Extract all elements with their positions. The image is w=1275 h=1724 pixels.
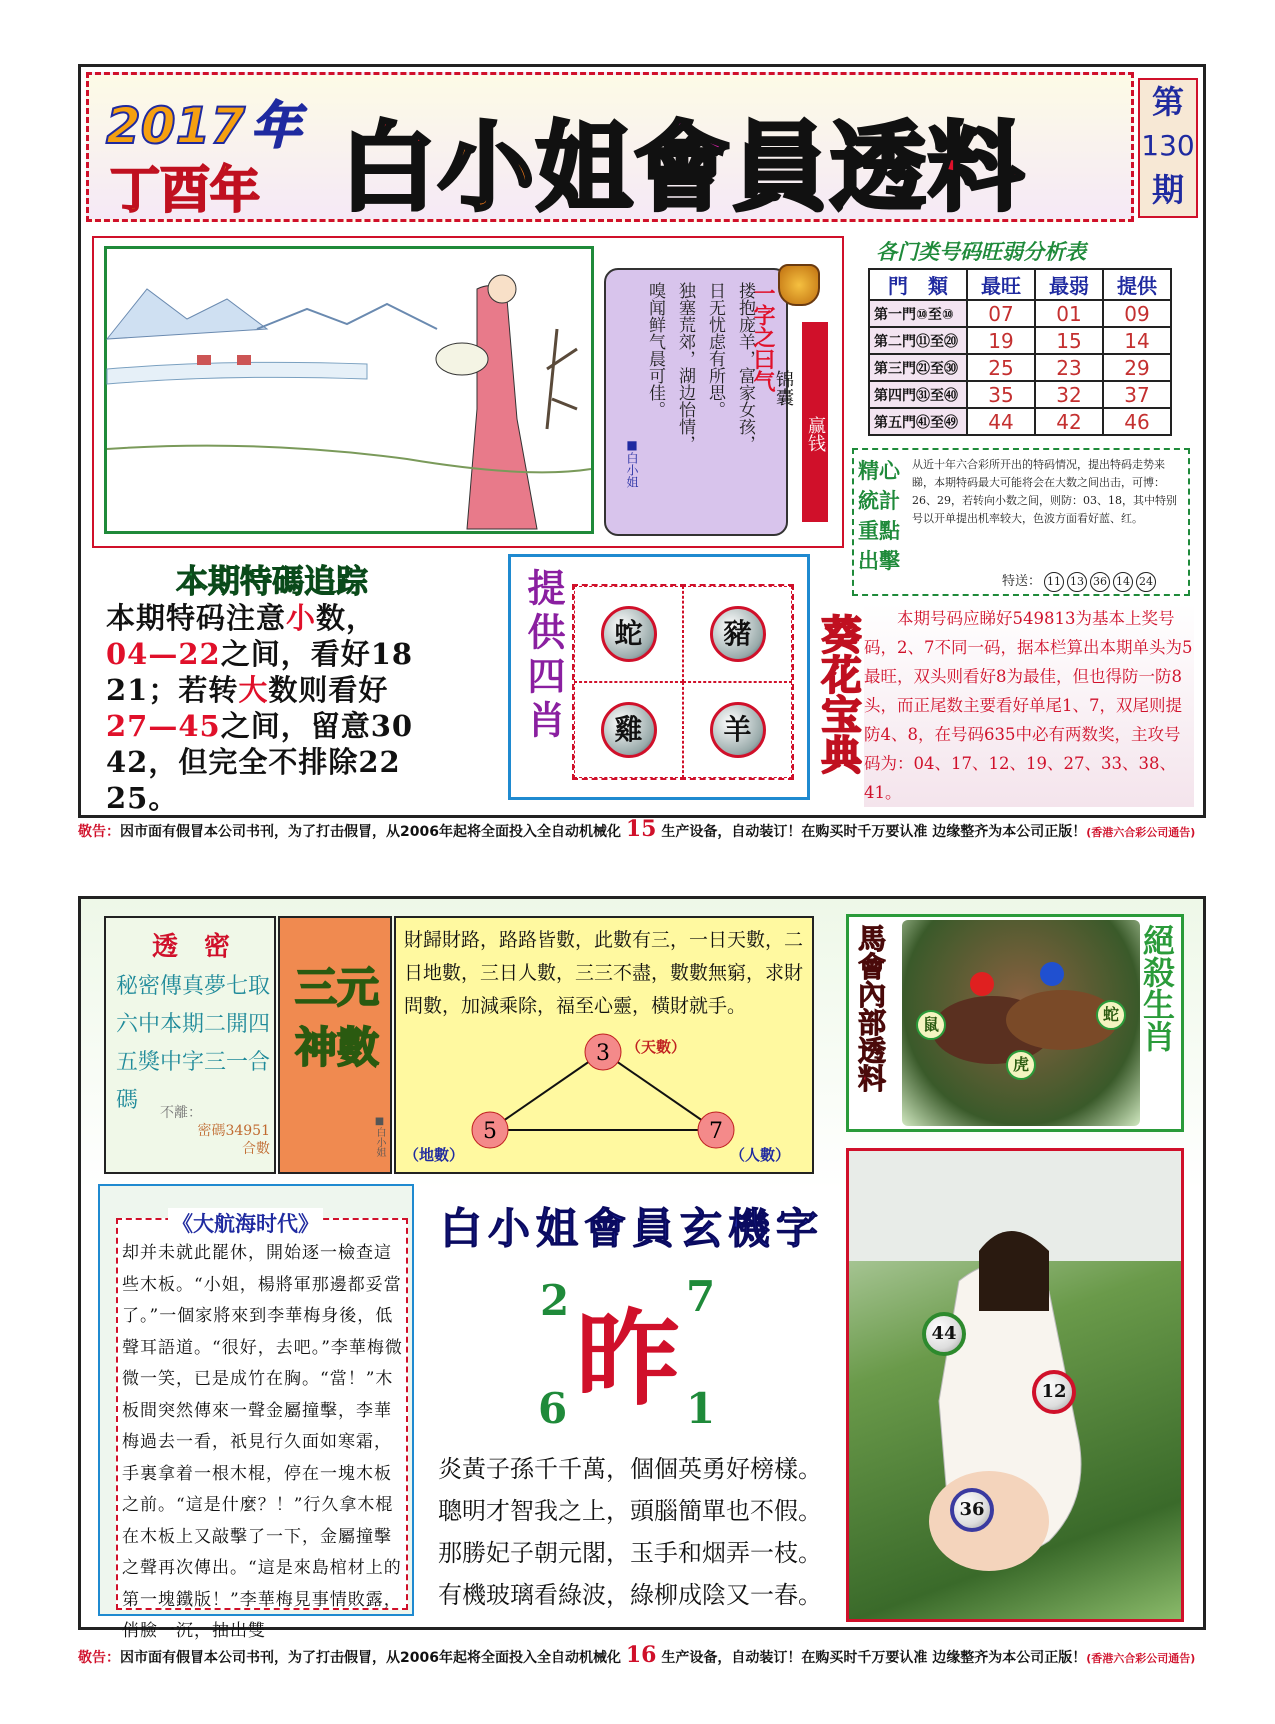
tracker-title: 本期特碼追踪 (176, 562, 369, 600)
header-year: 2017 年 (106, 97, 302, 155)
issue-number: 130 (1141, 129, 1195, 162)
number-ball: 44 (922, 1312, 966, 1356)
tracker-line (106, 780, 506, 816)
special-number: 14 (1113, 572, 1133, 592)
tracker-seg: 之间，留意30 (220, 709, 414, 743)
zodiac-ball: 豬 (710, 606, 766, 662)
horse-tag: 蛇 (1096, 1000, 1126, 1030)
odds-max: 44 (967, 408, 1035, 435)
odds-give: 14 (1103, 327, 1171, 354)
secret-note (160, 1104, 270, 1158)
money-bag-icon (778, 264, 820, 306)
odds-give: 29 (1103, 354, 1171, 381)
model-image (849, 1151, 1181, 1619)
tracker-text (106, 600, 506, 816)
warning-text-a-bottom: 因市面有假冒本公司书刊，为了打击假冒，从2006年起将全面投入全自动机械化 (120, 1650, 621, 1666)
odds-header: 提供 (1103, 269, 1171, 300)
title-char: 姐 (536, 112, 632, 224)
zodiac-cell (574, 586, 683, 682)
novel-title: 《大航海时代》 (168, 1208, 323, 1238)
special-number: 13 (1067, 572, 1087, 592)
horse-left-label: 馬會內部透料 (854, 924, 887, 1092)
zodiac-cell (683, 586, 792, 682)
special-number: 11 (1044, 572, 1064, 592)
warning-suffix-bottom: (香港六合彩公司通告) (1086, 1652, 1196, 1665)
warning-prefix: 敬告： (78, 824, 120, 840)
zodiac-label: 提供四肖 (521, 568, 565, 744)
heaven-label: （天數） (626, 1038, 687, 1056)
novel-text: 却并未就此罷休，開始逐一檢查這些木板。“小姐，楊將軍那邊都妥當了。”一個家將來到李華梅身後，低聲耳語道。“很好，去吧。”李華梅微微一笑，已是成竹在胸。“當！”木板間突然傳來一聲金屬撞擊，李華梅過去一看，祇見行久面如寒霜，手裏拿着一根木棍，停在一塊木板之前。“這是什麼？！”行久拿木棍在木板上又敲擊了一下，金屬撞擊之聲再次傳出。“這是來島棺材上的第一塊鐵版！”李華梅見事情敗露，俏臉一沉，抽出雙 (122, 1243, 403, 1641)
warning-suffix: (香港六合彩公司通告) (1086, 826, 1196, 839)
table-row (869, 327, 1171, 354)
odds-row-label: 第五門㊶至㊾ (869, 408, 967, 435)
secret-line: 五獎中字三一合 (116, 1050, 271, 1075)
poem-line: 日无忧虑有所思。 (705, 282, 725, 418)
zodiac-cell (574, 682, 683, 778)
sunflower-label: 葵花宝典 (815, 614, 861, 774)
xuanji-poem (438, 1448, 838, 1616)
xuanji-poem-line: 炎黃子孫千千萬，個個英勇好榜樣。 (438, 1455, 822, 1483)
special-label: 特送： (1002, 574, 1042, 589)
tracker-seg: 21；若转 (106, 673, 239, 707)
earth-label: （地數） (404, 1146, 465, 1164)
node-earth-value: 5 (483, 1119, 497, 1144)
sanyuan-triangle (398, 1030, 810, 1170)
odds-row-label: 第四門㉛至㊵ (869, 381, 967, 408)
zodiac-ball: 蛇 (601, 606, 657, 662)
special-number: 24 (1136, 572, 1156, 592)
human-label: （人數） (730, 1146, 791, 1164)
issue-top: 第 (1151, 83, 1184, 121)
xuanji-poem-line: 有機玻璃看綠波，綠柳成陰又一春。 (438, 1581, 822, 1609)
odds-min: 23 (1035, 354, 1103, 381)
secret-note-2: 密碼34951 (197, 1123, 270, 1139)
horse-tag: 鼠 (916, 1010, 946, 1040)
title-char: 會 (634, 112, 730, 224)
odds-header: 門 類 (869, 269, 967, 300)
secret-line: 碼 (116, 1088, 139, 1113)
number-ball: 36 (950, 1488, 994, 1532)
xuanji-poem-line: 那勝妃子朝元閣，玉手和烟弄一枝。 (438, 1539, 822, 1567)
header-title (340, 92, 1026, 229)
zodiac-grid (572, 584, 794, 780)
title-char: 透 (830, 112, 926, 224)
odds-table (868, 268, 1172, 436)
tracker-seg: 本期特码注意 (106, 601, 287, 635)
special-number: 36 (1090, 572, 1110, 592)
title-char: 小 (438, 112, 534, 224)
shepherd-girl-illustration (107, 249, 591, 531)
odds-table-title: 各门类号码旺弱分析表 (876, 240, 1086, 264)
warning-text-a: 因市面有假冒本公司书刊，为了打击假冒，从2006年起将全面投入全自动机械化 (120, 824, 621, 840)
sunflower-text: 本期号码应睇好549813为基本上奖号码，2、7不同一码，据本栏算出本期单头为5最旺，双头则看好8为最佳，但也得防一防8头，而正尾数主要看好单尾1、7，双尾则提防4、8，在号码635中必有两数奖，主攻号码为：04、17、12、19、27、33、38、41。 (864, 604, 1194, 807)
odds-max: 07 (967, 300, 1035, 327)
odds-max: 25 (967, 354, 1035, 381)
scroll-banner: 赢钱 (802, 322, 828, 522)
sanyuan-label: 三元神數 (294, 963, 379, 1072)
tracker-seg: 之间，看好18 (220, 637, 414, 671)
odds-min: 01 (1035, 300, 1103, 327)
model-photo (846, 1148, 1184, 1622)
triangle-edge-left (490, 1052, 603, 1130)
odds-max: 19 (967, 327, 1035, 354)
analysis-side-label: 精心統計重點出擊 (858, 458, 900, 573)
odds-give: 46 (1103, 408, 1171, 435)
odds-header: 最旺 (967, 269, 1035, 300)
special-numbers (1002, 570, 1156, 592)
zodiac-ball: 雞 (601, 702, 657, 758)
page-number-bottom: 16 (625, 1642, 657, 1668)
tracker-seg: 数， (316, 601, 377, 635)
odds-row-label: 第一門⑩至⑩ (869, 300, 967, 327)
sanyuan-text: 財歸財路，路路皆數，此數有三，一日天數，二日地數，三日人數，三三不盡，數數無窮，求財問數，加減乘除，福至心靈，橫財就手。 (404, 929, 804, 1017)
odds-max: 35 (967, 381, 1035, 408)
illustration (104, 246, 594, 534)
warning-text-b-bottom: 生产设备，自动装订！在购买时千万要认准 边缘整齐为本公司正版！ (661, 1650, 1087, 1666)
xuanji-big-char: 昨 (576, 1297, 681, 1420)
title-char: 員 (732, 112, 828, 224)
tracker-seg: 42，但完全不排除22 (106, 745, 401, 779)
odds-header: 最弱 (1035, 269, 1103, 300)
horse-tags (906, 990, 1136, 1110)
table-row (869, 354, 1171, 381)
scroll-signature: ■白小姐 (625, 438, 639, 488)
title-char: 白 (340, 112, 436, 224)
odds-min: 15 (1035, 327, 1103, 354)
xuanji-num-tr: 7 (686, 1272, 716, 1321)
issue-badge (1138, 78, 1198, 218)
warning-text-b: 生产设备，自动装订！在购买时千万要认准 边缘整齐为本公司正版！ (661, 824, 1087, 840)
xuanji-num-bl: 6 (538, 1384, 568, 1433)
node-human-value: 7 (709, 1119, 723, 1144)
secret-title: 透 密 (152, 932, 231, 962)
odds-min: 42 (1035, 408, 1103, 435)
odds-give: 09 (1103, 300, 1171, 327)
sanyuan-signature: ■白小姐 (374, 1116, 385, 1157)
xuanji-num-br: 1 (686, 1384, 716, 1433)
zodiac-cell (683, 682, 792, 778)
secret-text (116, 968, 276, 1120)
table-row (869, 381, 1171, 408)
xuanji-num-tl: 2 (540, 1276, 570, 1325)
poem-line: 搂抱庞羊，富家女孩， (735, 282, 755, 452)
odds-row-label: 第二門⑪至⑳ (869, 327, 967, 354)
tracker-seg: 25。 (106, 781, 179, 815)
header-ganzhi: 丁酉年 (110, 161, 260, 219)
tracker-line (106, 744, 506, 780)
number-ball: 12 (1032, 1370, 1076, 1414)
tracker-seg: 27—45 (106, 709, 221, 743)
poem-line: 独塞荒郊，湖边怡情， (675, 282, 695, 452)
xuanji-title: 白小姐會員玄機字 (440, 1204, 825, 1253)
zodiac-ball: 羊 (710, 702, 766, 758)
table-row (869, 300, 1171, 327)
warning-top (78, 816, 1195, 842)
triangle-edge-right (603, 1052, 716, 1130)
poem-line: 嗅闻鲜气晨可佳。 (645, 282, 665, 418)
odds-row-label: 第三門㉑至㉚ (869, 354, 967, 381)
tracker-seg: 数则看好 (268, 673, 389, 707)
tracker-line (106, 636, 506, 672)
odds-min: 32 (1035, 381, 1103, 408)
node-heaven-value: 3 (596, 1041, 610, 1066)
warning-bottom (78, 1642, 1195, 1668)
title-char: 料 (928, 112, 1024, 224)
tracker-seg: 大 (238, 673, 269, 707)
odds-give: 37 (1103, 381, 1171, 408)
secret-note-1: 不離： (160, 1105, 202, 1121)
tracker-seg: 小 (286, 601, 317, 635)
issue-bottom: 期 (1151, 171, 1184, 209)
xuanji-poem-line: 聰明才智我之上，頭腦簡單也不假。 (438, 1497, 822, 1525)
secret-line: 六中本期二開四 (116, 1012, 271, 1037)
tracker-line (106, 600, 506, 636)
scroll-title: 一字之曰气 (750, 282, 776, 392)
secret-line: 秘密傳真夢七取 (116, 974, 271, 999)
scroll-poem (640, 282, 760, 502)
analysis-text: 从近十年六合彩所开出的特码情况，提出特码走势来睇，本期特码最大可能将会在大数之间出击，可博：26、29，若转向小数之间，则防：03、18，其中特别号以开单提出机率较大，色波方面看好蓝、红。 (912, 458, 1177, 525)
warning-prefix-bottom: 敬告： (78, 1650, 120, 1666)
table-row (869, 408, 1171, 435)
tracker-line (106, 672, 506, 708)
bag-label: 锦囊 (773, 370, 794, 406)
horse-right-label: 絕殺生肖 (1138, 924, 1176, 1052)
tracker-seg: 04—22 (106, 637, 221, 671)
page-number-top: 15 (625, 816, 657, 842)
secret-note-3: 合數 (242, 1141, 270, 1157)
tracker-line (106, 708, 506, 744)
horse-tag: 虎 (1006, 1050, 1036, 1080)
